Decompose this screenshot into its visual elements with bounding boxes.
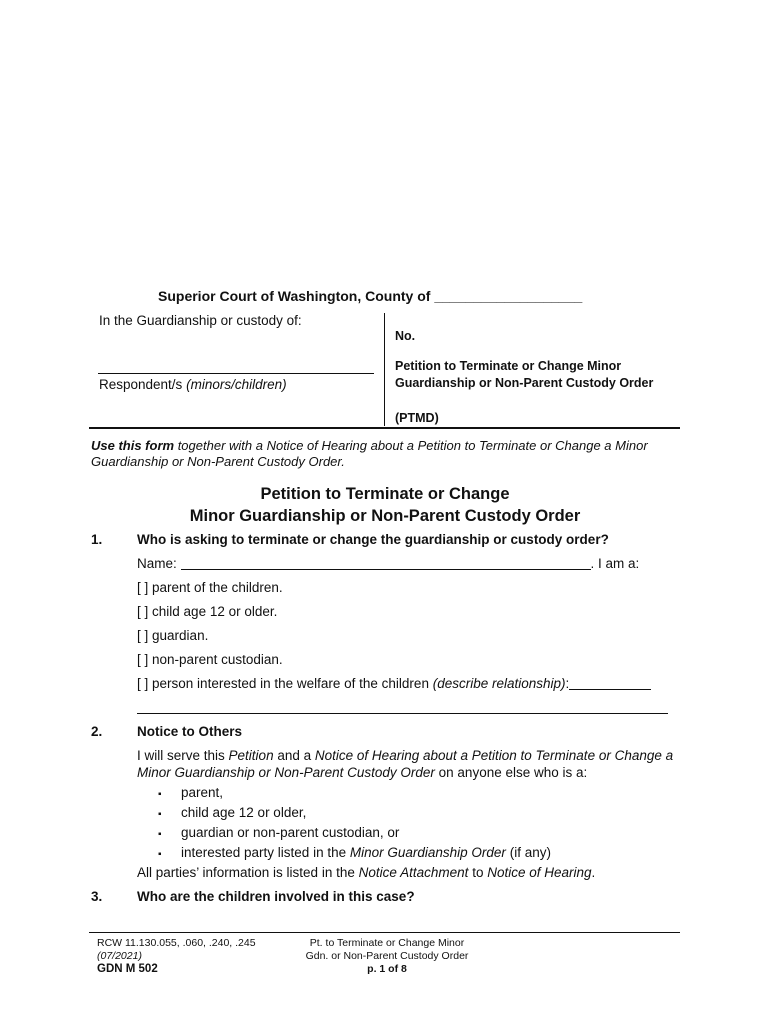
square-bullet-icon: ▪ [158, 809, 162, 820]
court-title-text: Superior Court of Washington, County of [158, 288, 431, 304]
footer-rcw: RCW 11.130.055, .060, .240, .245 [97, 937, 256, 949]
section-3-title: Who are the children involved in this case? [137, 889, 415, 904]
respondent-name-line[interactable] [98, 373, 374, 374]
footer-rule [89, 932, 680, 933]
option-guardian[interactable] [137, 628, 208, 643]
name-label: Name: [137, 556, 177, 571]
footer-title-2: Gdn. or Non-Parent Custody Order [305, 950, 469, 962]
parties-text: All parties’ information is listed in the [137, 865, 355, 880]
relationship-field[interactable] [569, 676, 651, 690]
square-bullet-icon: ▪ [158, 829, 162, 840]
court-title [158, 288, 582, 304]
footer-center [287, 937, 487, 976]
name-row [137, 556, 639, 571]
footer-date: (07/2021) [97, 950, 142, 962]
bullet-item [158, 845, 162, 860]
notice-text: on anyone else who is a: [438, 765, 588, 780]
checkbox[interactable]: [ ] [137, 580, 149, 595]
instructions-rest: together with a Notice of Hearing about a Petition to Terminate or Change a Minor Guardianship or Non-Parent Custody Order. [91, 438, 648, 469]
bullet-item [158, 805, 162, 820]
bullet-item [158, 825, 162, 840]
document-heading [0, 483, 770, 527]
footer-left [97, 937, 256, 976]
bullet-text: Minor Guardianship Order [349, 845, 506, 860]
respondent-note: (minors/children) [186, 377, 287, 392]
name-field[interactable] [181, 556, 591, 570]
parties-text: . [591, 865, 596, 880]
caption-bottom-rule [89, 427, 680, 429]
option-interested-person[interactable]: [ ] person interested in the welfare of the children (describe relationship): [137, 676, 651, 691]
bullet-item [158, 785, 162, 800]
all-parties-text [137, 865, 595, 880]
county-blank[interactable]: ___________________ [434, 288, 583, 304]
notice-text: Petition [228, 748, 274, 763]
option-label: person interested in the welfare of the children [152, 676, 429, 691]
section-2-number: 2. [91, 724, 103, 739]
square-bullet-icon: ▪ [158, 789, 162, 800]
notice-text: Notice of Hearing about a Petition to Terminate or Change a Minor Guardianship or Non-Parent Custody Order [137, 748, 674, 780]
checkbox[interactable]: [ ] [137, 604, 149, 619]
respondent-label-text: Respondent/s [99, 377, 183, 392]
footer-page-number: p. 1 of 8 [367, 963, 407, 975]
form-code: (PTMD) [395, 411, 439, 425]
instructions-lead: Use this form [91, 438, 175, 453]
i-am-a-label: . I am a: [590, 556, 640, 571]
checkbox[interactable]: [ ] [137, 628, 149, 643]
option-label: parent of the children. [152, 580, 283, 595]
bullet-text: (if any) [509, 845, 551, 860]
section-3-number: 3. [91, 889, 103, 904]
bullet-text: interested party listed in the [181, 845, 347, 860]
option-non-parent-custodian[interactable] [137, 652, 283, 667]
bullet-guardian: guardian or non-parent custodian, or [181, 825, 400, 840]
caption-divider [384, 313, 385, 426]
option-note: (describe relationship) [432, 676, 566, 691]
footer-title-1: Pt. to Terminate or Change Minor [309, 937, 465, 949]
checkbox[interactable]: [ ] [137, 676, 149, 691]
notice-text: I will serve this [137, 748, 225, 763]
form-title: Petition to Terminate or Change Minor Guardianship or Non-Parent Custody Order [395, 359, 654, 390]
section-1-title: Who is asking to terminate or change the guardianship or custody order? [137, 532, 609, 547]
footer-form-code: GDN M 502 [97, 963, 158, 975]
section-1-number: 1. [91, 532, 103, 547]
checkbox[interactable]: [ ] [137, 652, 149, 667]
relationship-field-line-2[interactable] [137, 713, 668, 714]
bullet-parent: parent, [181, 785, 224, 800]
notice-paragraph [137, 747, 682, 781]
bullet-interested-party [181, 845, 551, 860]
option-child-12[interactable] [137, 604, 277, 619]
notice-text: and a [277, 748, 312, 763]
option-label: non-parent custodian. [152, 652, 283, 667]
option-parent[interactable] [137, 580, 283, 595]
heading-line-2: Minor Guardianship or Non-Parent Custody Order [189, 507, 581, 525]
section-2-title: Notice to Others [137, 724, 243, 739]
option-label: child age 12 or older. [152, 604, 278, 619]
case-number-label: No. [395, 329, 416, 343]
caption-in-the: In the Guardianship or custody of: [99, 313, 302, 328]
option-label: guardian. [152, 628, 209, 643]
parties-text: to [472, 865, 484, 880]
instructions [91, 438, 671, 470]
square-bullet-icon: ▪ [158, 849, 162, 860]
parties-text: Notice of Hearing [487, 865, 592, 880]
bullet-child: child age 12 or older, [181, 805, 307, 820]
heading-line-1: Petition to Terminate or Change [260, 485, 510, 503]
respondent-label [99, 377, 287, 392]
parties-text: Notice Attachment [358, 865, 469, 880]
